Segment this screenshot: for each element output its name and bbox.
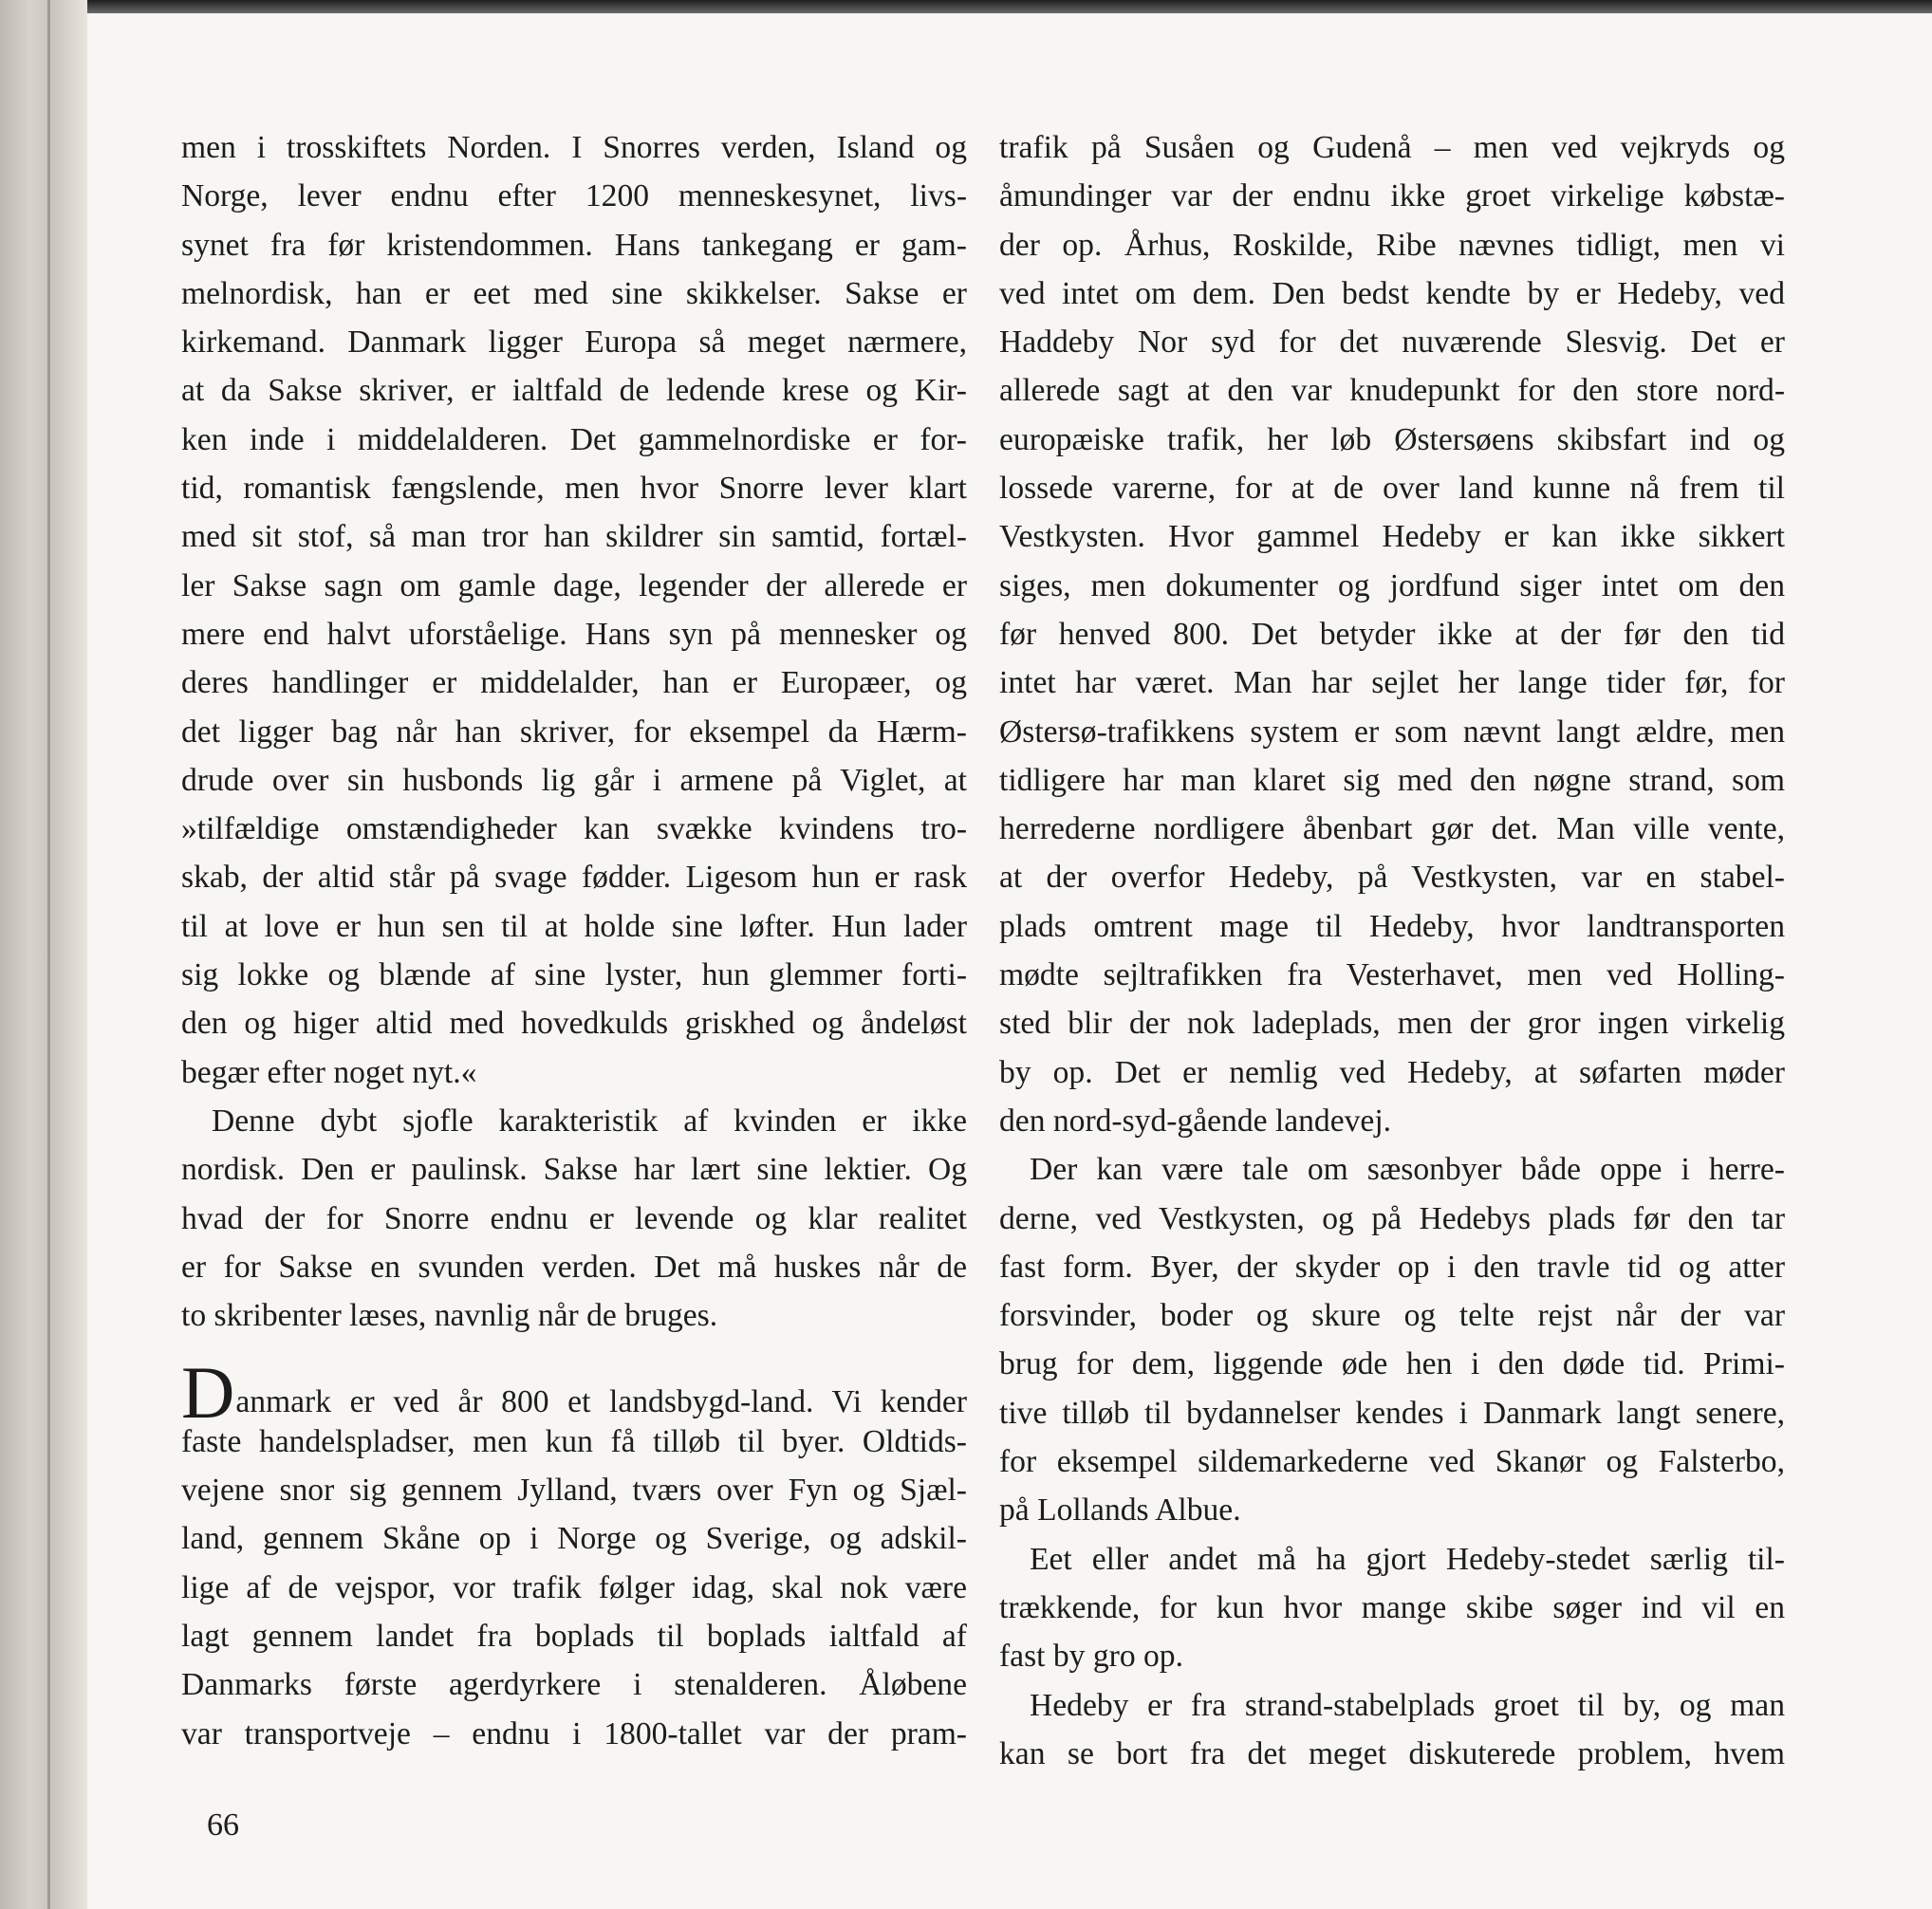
text-line: »tilfældige omstændigheder kan svække kvindens tro-	[181, 811, 967, 847]
text-line: tive tilløb til bydannelser kendes i Danmark langt senere,	[999, 1395, 1785, 1431]
text-line: begær efter noget nyt.«	[181, 1054, 477, 1090]
text-line: faste handelspladser, men kun få tilløb til byer. Oldtids-	[181, 1423, 967, 1459]
text-line: herrederne nordligere åbenbart gør det. Man ville vente,	[999, 811, 1785, 847]
text-line: Denne dybt sjofle karakteristik af kvinden er ikke	[212, 1103, 967, 1139]
left-paragraph-1	[181, 123, 967, 1097]
right-paragraph-3	[999, 1535, 1785, 1681]
text-line: hvad der for Snorre endnu er levende og klar realitet	[181, 1200, 967, 1236]
right-column	[999, 123, 1785, 1778]
text-line: intet har været. Man har sejlet her lange tider før, for	[999, 665, 1785, 701]
text-line: allerede sagt at den var knudepunkt for den store nord-	[999, 373, 1785, 409]
text-line	[181, 1351, 967, 1435]
right-paragraph-1	[999, 123, 1785, 1145]
text-line: mere end halvt uforståelige. Hans syn på mennesker og	[181, 616, 967, 652]
text-line: derne, ved Vestkysten, og på Hedebys plads før den tar	[999, 1200, 1785, 1236]
text-line: drude over sin husbonds lig går i armene på Viglet, at	[181, 762, 967, 798]
text-line: sig lokke og blænde af sine lyster, hun glemmer forti-	[181, 957, 967, 993]
text-line: mødte sejltrafikken fra Vesterhavet, men ved Holling-	[999, 957, 1785, 993]
text-line: åmundinger var der endnu ikke groet virkelige købstæ-	[999, 178, 1785, 214]
text-line: brug for dem, liggende øde hen i den døde tid. Primi-	[999, 1346, 1785, 1382]
text-line: tid, romantisk fængslende, men hvor Snorre lever klart	[181, 471, 967, 507]
text-line: europæiske trafik, her løb Østersøens skibsfart ind og	[999, 421, 1785, 457]
text-line: ken inde i middelalderen. Det gammelnordiske er for-	[181, 421, 967, 457]
book-top-edge	[0, 0, 1932, 13]
text-line: Vestkysten. Hvor gammel Hedeby er kan ikke sikkert	[999, 519, 1785, 555]
text-line: lossede varerne, for at de over land kunne nå frem til	[999, 471, 1785, 507]
text-line: synet fra før kristendommen. Hans tankegang er gam-	[181, 227, 967, 263]
page-number: 66	[207, 1807, 239, 1843]
section-break	[181, 1340, 967, 1368]
text-line: men i trosskiftets Norden. I Snorres verden, Island og	[181, 130, 967, 165]
text-line: Østersø-trafikkens system er som nævnt langt ældre, men	[999, 714, 1785, 750]
text-line: land, gennem Skåne op i Norge og Sverige, og adskil-	[181, 1521, 967, 1557]
text-line: lige af de vejspor, vor trafik følger idag, skal nok være	[181, 1569, 967, 1605]
text-line: trækkende, for kun hvor mange skibe søger ind vil en	[999, 1589, 1785, 1625]
right-paragraph-2	[999, 1145, 1785, 1534]
text-line: plads omtrent mage til Hedeby, hvor landtransporten	[999, 908, 1785, 944]
text-line: deres handlinger er middelalder, han er Europæer, og	[181, 665, 967, 701]
left-paragraph-2	[181, 1097, 967, 1340]
text-line: til at love er hun sen til at holde sine løfter. Hun lader	[181, 908, 967, 944]
text-line: fast by gro op.	[999, 1639, 1183, 1675]
text-line: skab, der altid står på svage fødder. Ligesom hun er rask	[181, 860, 967, 896]
text-line: by op. Det er nemlig ved Hedeby, at søfarten møder	[999, 1054, 1785, 1090]
text-line: der op. Århus, Roskilde, Ribe nævnes tidligt, men vi	[999, 227, 1785, 263]
text-line: sted blir der nok ladeplads, men der gror ingen virkelig	[999, 1006, 1785, 1042]
text-line: med sit stof, så man tror han skildrer sin samtid, fortæl-	[181, 519, 967, 555]
text-line: melnordisk, han er eet med sine skikkelser. Sakse er	[181, 275, 967, 311]
text-line: ved intet om dem. Den bedst kendte by er Hedeby, ved	[999, 275, 1785, 311]
text-line: Der kan være tale om sæsonbyer både oppe i herre-	[1030, 1152, 1785, 1188]
right-paragraph-4	[999, 1681, 1785, 1779]
text-line: at der overfor Hedeby, på Vestkysten, var en stabel-	[999, 860, 1785, 896]
text-line: tidligere har man klaret sig med den nøgne strand, som	[999, 762, 1785, 798]
text-line: den nord-syd-gående landevej.	[999, 1103, 1392, 1139]
text-line: ler Sakse sagn om gamle dage, legender der allerede er	[181, 567, 967, 603]
text-line: Norge, lever endnu efter 1200 menneskesynet, livs-	[181, 178, 967, 214]
text-line: vejene snor sig gennem Jylland, tværs over Fyn og Sjæl-	[181, 1473, 967, 1509]
book-spine-edge	[0, 0, 87, 1909]
text-line: er for Sakse en svunden verden. Det må huskes når de	[181, 1249, 967, 1285]
text-line: for eksempel sildemarkederne ved Skanør og Falsterbo,	[999, 1444, 1785, 1480]
text-line: før henved 800. Det betyder ikke at der før den tid	[999, 616, 1785, 652]
drop-cap: D	[181, 1351, 235, 1435]
text-line: det ligger bag når han skriver, for eksempel da Hærm-	[181, 714, 967, 750]
text-line: Hedeby er fra strand-stabelplads groet til by, og man	[1030, 1687, 1785, 1723]
text-line: at da Sakse skriver, er ialtfald de ledende krese og Kir-	[181, 373, 967, 409]
drop-cap-line-text: anmark er ved år 800 et landsbygd-land. Vi kender	[235, 1384, 967, 1420]
text-line: siges, men dokumenter og jordfund siger intet om den	[999, 567, 1785, 603]
text-line: på Lollands Albue.	[999, 1492, 1241, 1529]
text-line: trafik på Susåen og Gudenå – men ved vejkryds og	[999, 130, 1785, 165]
text-line: kan se bort fra det meget diskuterede problem, hvem	[999, 1735, 1785, 1771]
text-line: forsvinder, boder og skure og telte rejst når der var	[999, 1298, 1785, 1334]
text-line: lagt gennem landet fra boplads til boplads ialtfald af	[181, 1618, 967, 1654]
text-line: den og higer altid med hovedkulds griskhed og åndeløst	[181, 1006, 967, 1042]
left-paragraph-3	[181, 1351, 967, 1757]
text-line: nordisk. Den er paulinsk. Sakse har lært sine lektier. Og	[181, 1152, 967, 1188]
text-line: Eet eller andet må ha gjort Hedeby-stedet særlig til-	[1030, 1541, 1785, 1577]
text-line: var transportveje – endnu i 1800-tallet var der pram-	[181, 1715, 967, 1751]
text-line: kirkemand. Danmark ligger Europa så meget nærmere,	[181, 324, 967, 361]
text-line: Haddeby Nor syd for det nuværende Slesvig. Det er	[999, 324, 1785, 361]
book-page	[87, 13, 1932, 1909]
text-line: Danmarks første agerdyrkere i stenalderen. Åløbene	[181, 1667, 967, 1703]
left-column	[181, 123, 967, 1758]
text-line: to skribenter læses, navnlig når de bruges.	[181, 1298, 718, 1334]
text-line: fast form. Byer, der skyder op i den travle tid og atter	[999, 1249, 1785, 1285]
